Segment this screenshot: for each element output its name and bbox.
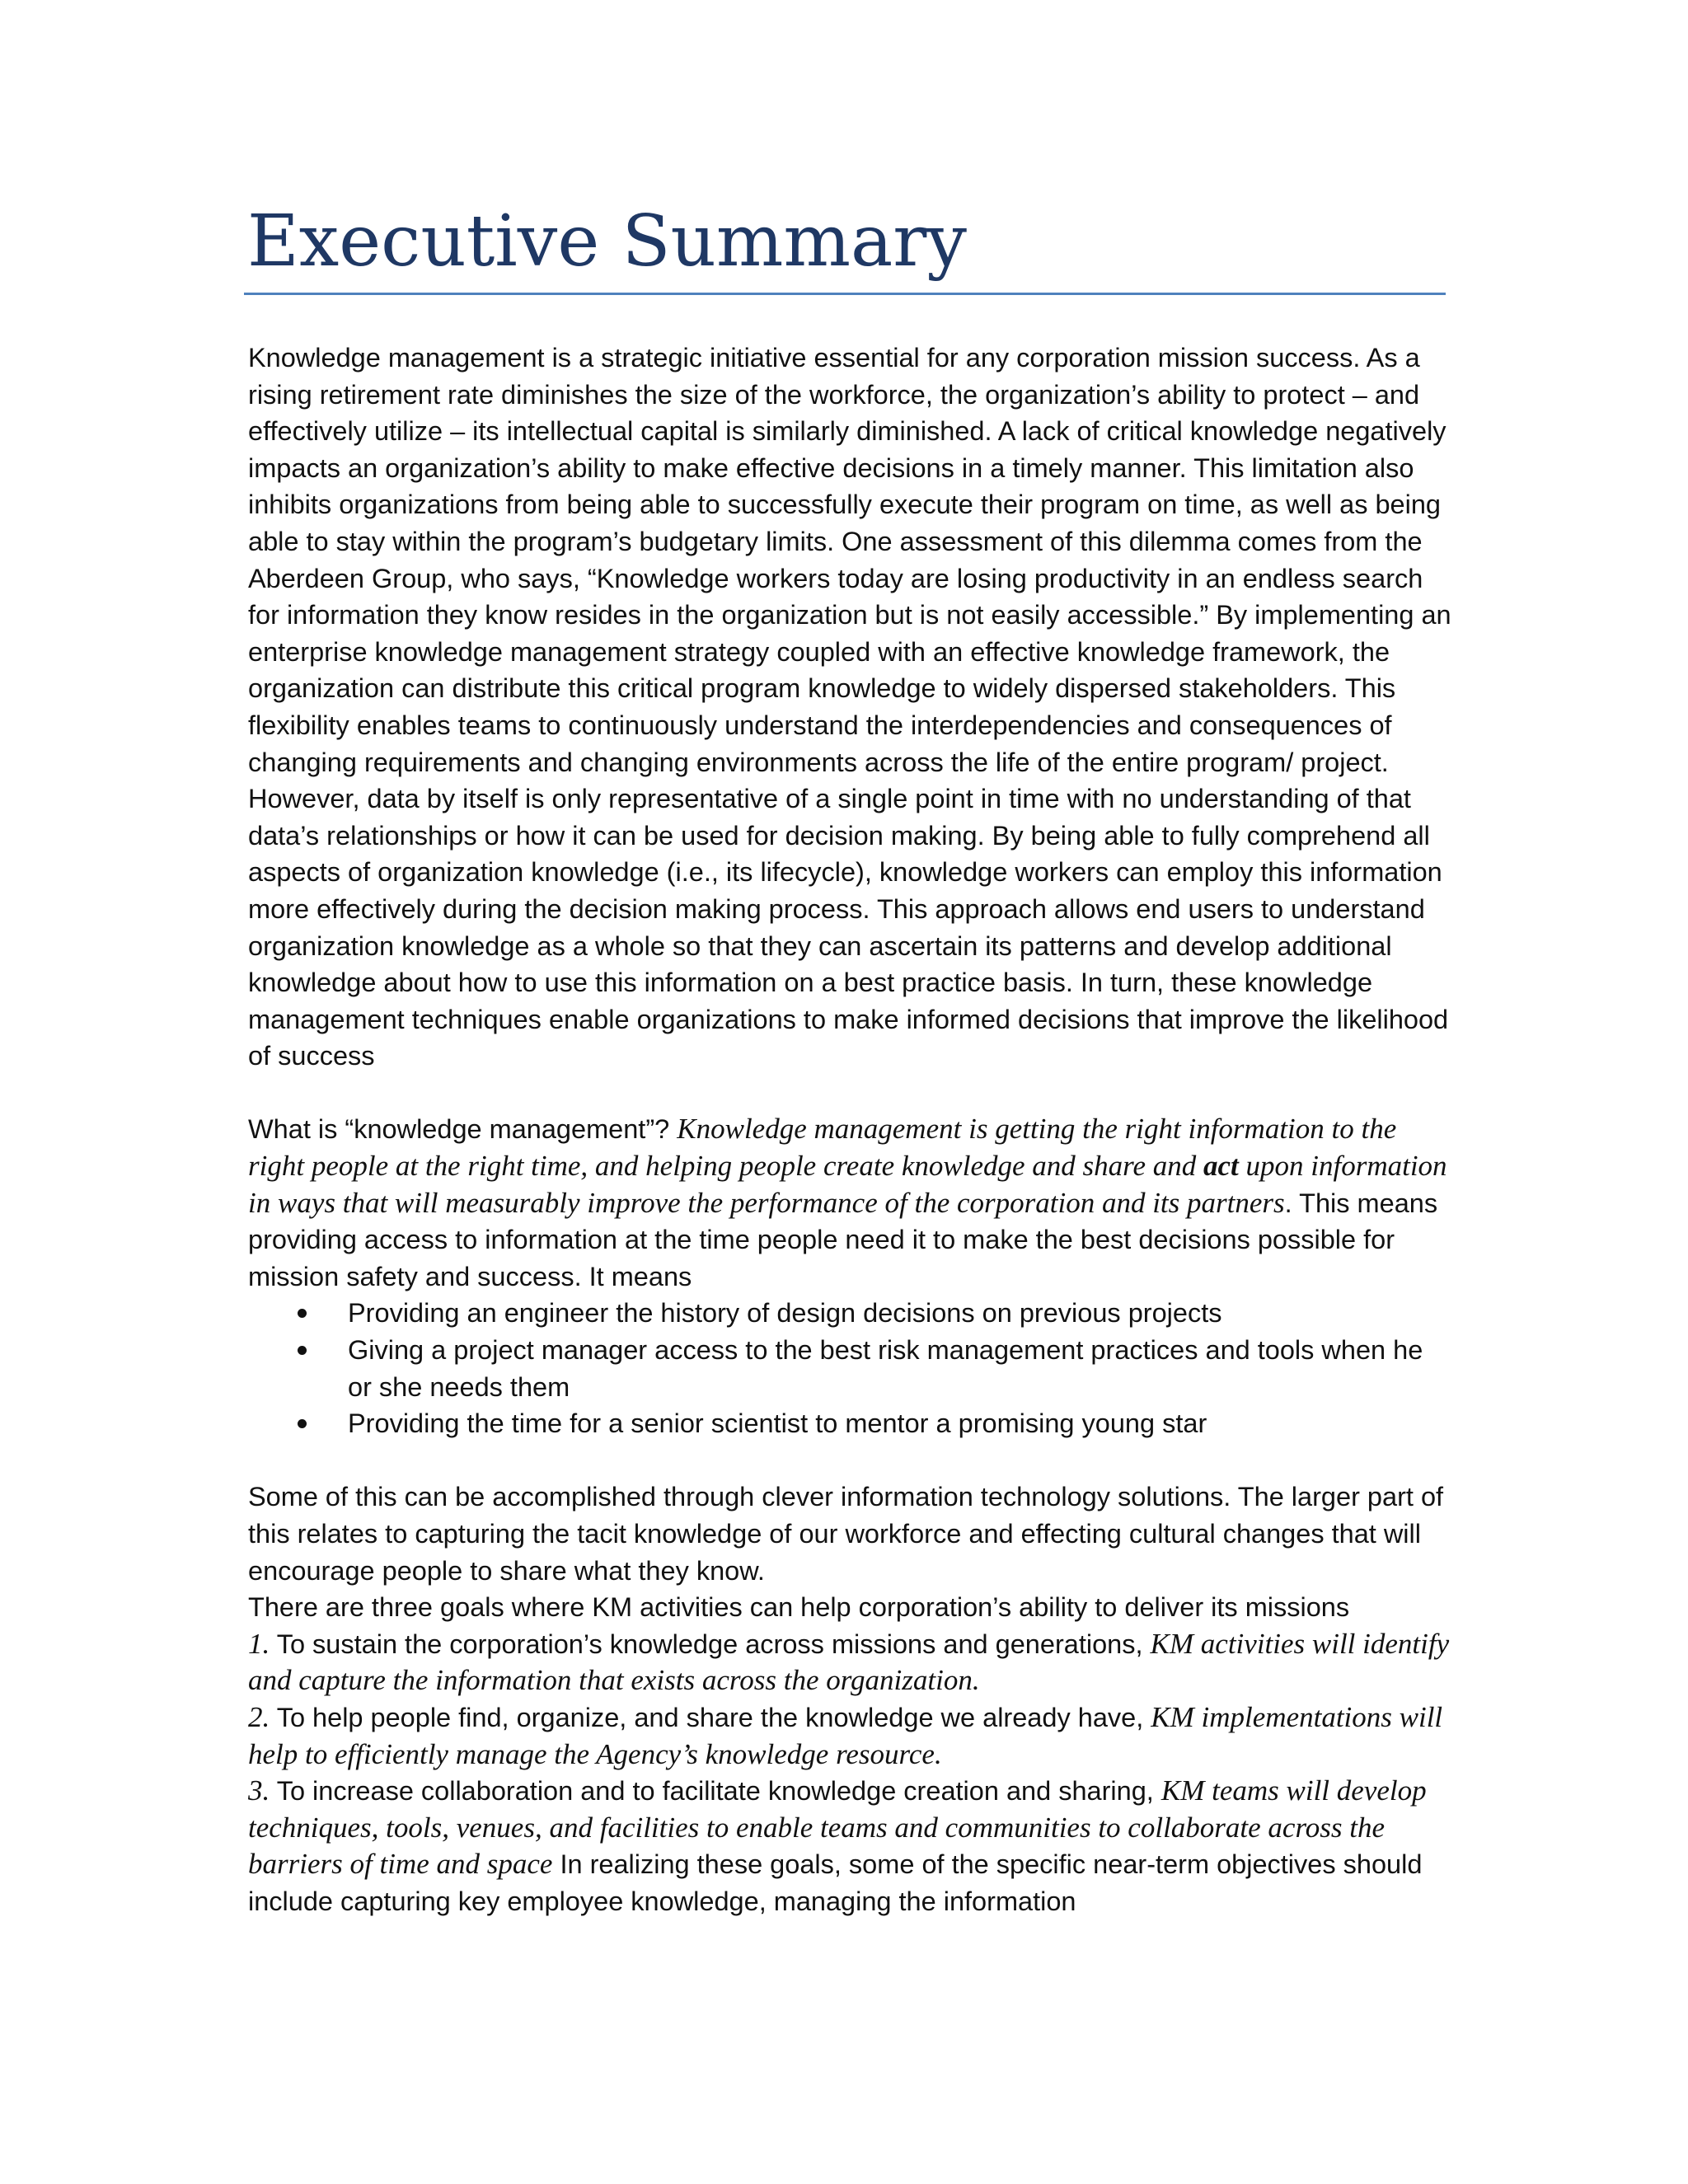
definition-rest: . This means providing access to information at the time people need it to make the best decisions possible for mission safety and success. It means <box>248 1188 1438 1291</box>
list-item-text: Providing the time for a senior scientist to mentor a promising young star <box>348 1408 1207 1439</box>
definition-italic-2: upon information in ways that will measurably improve the performance of the corporation and its partners <box>248 1150 1447 1219</box>
goal-text: To sustain the corporation’s knowledge across missions and generations, <box>270 1629 1151 1659</box>
goal-number: 3. <box>248 1774 270 1807</box>
list-item <box>248 1332 1451 1405</box>
goal-number: 1. <box>248 1627 270 1660</box>
list-item <box>248 1295 1451 1332</box>
list-item <box>248 1405 1451 1442</box>
goal-item <box>248 1773 1451 1919</box>
goal-italic: KM activities will identify and capture the information that exists across the organization. <box>248 1627 1450 1697</box>
document-body <box>248 340 1451 1920</box>
goal-number: 2. <box>248 1700 270 1733</box>
bullet-icon <box>298 1346 307 1355</box>
goal-tail: In realizing these goals, some of the specific near-term objectives should include capturing key employee knowledge, managing the information <box>248 1849 1423 1916</box>
goal-item <box>248 1626 1451 1699</box>
examples-list <box>248 1295 1451 1441</box>
definition-question: What is “knowledge management”? <box>248 1114 678 1145</box>
bullet-icon <box>298 1309 307 1318</box>
it-paragraph: Some of this can be accomplished through clever information technology solutions. The larger part of this relates to capturing the tacit knowledge of our workforce and effecting cultural changes that will encourage people to share what they know. <box>248 1482 1444 1586</box>
paragraph-spacer <box>248 1075 1451 1112</box>
goal-text: To increase collaboration and to facilitate knowledge creation and sharing, <box>270 1776 1161 1807</box>
list-item-text: Giving a project manager access to the best risk management practices and tools when he or she needs them <box>348 1335 1423 1402</box>
definition-bold-word: act <box>1203 1150 1239 1183</box>
title-underline <box>244 293 1446 295</box>
page-title: Executive Summary <box>247 200 967 283</box>
definition-italic-1: Knowledge management is getting the right information to the right people at the right time, and helping people create knowledge and share and <box>248 1113 1397 1183</box>
list-item-text: Providing an engineer the history of design decisions on previous projects <box>348 1298 1222 1329</box>
goal-italic: KM teams will develop techniques, tools, venues, and facilities to enable teams and communities to collaborate across the barriers of time and space <box>248 1774 1427 1881</box>
intro-paragraph: Knowledge management is a strategic initiative essential for any corporation mission success. As a rising retirement rate diminishes the size of the workforce, the organization’s ability to protect – and effectively utilize – its intellectual capital is similarly diminished. A lack of critical knowledge negatively impacts an organization’s ability to make effective decisions in a timely manner. This limitation also inhibits organizations from being able to successfully execute their program on time, as well as being able to stay within the program’s budgetary limits. One assessment of this dilemma comes from the Aberdeen Group, who says, “Knowledge workers today are losing productivity in an endless search for information they know resides in the organization but is not easily accessible.” By implementing an enterprise knowledge management strategy coupled with an effective knowledge framework, the organization can distribute this critical program knowledge to widely dispersed stakeholders. This flexibility enables teams to continuously understand the interdependencies and consequences of changing requirements and changing environments across the life of the entire program/ project. However, data by itself is only representative of a single point in time with no understanding of that data’s relationships or how it can be used for decision making. By being able to fully comprehend all aspects of organization knowledge (i.e., its lifecycle), knowledge workers can employ this information more effectively during the decision making process. This approach allows end users to understand organization knowledge as a whole so that they can ascertain its patterns and develop additional knowledge about how to use this information on a best practice basis. In turn, these knowledge management techniques enable organizations to make informed decisions that improve the likelihood of success <box>248 343 1451 1071</box>
paragraph-spacer <box>248 1442 1451 1479</box>
goal-italic: KM implementations will help to efficiently manage the Agency’s knowledge resource. <box>248 1700 1443 1770</box>
bullet-icon <box>298 1419 307 1428</box>
goals-intro: There are three goals where KM activities can help corporation’s ability to deliver its missions <box>248 1592 1350 1623</box>
definition-paragraph <box>248 1111 1451 1295</box>
goal-text: To help people find, organize, and share the knowledge we already have, <box>270 1702 1151 1732</box>
goal-item <box>248 1699 1451 1773</box>
